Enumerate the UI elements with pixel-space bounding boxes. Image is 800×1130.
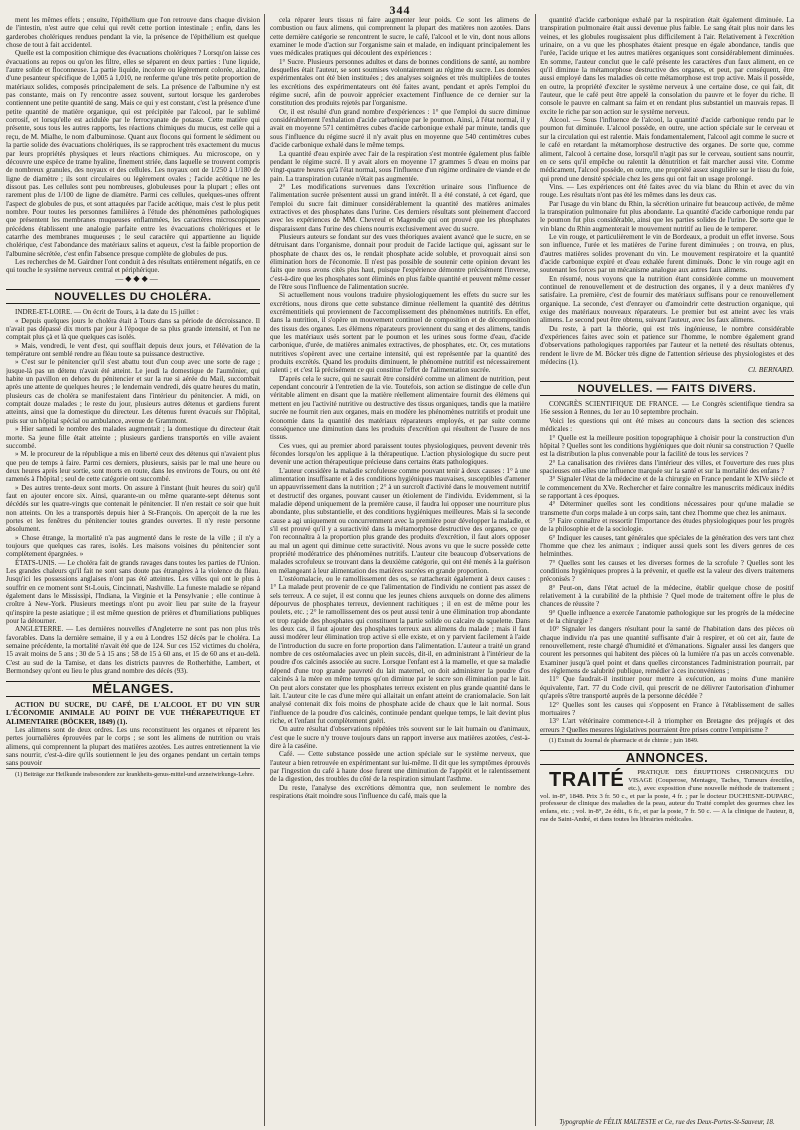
paragraph: 3° Signaler l'état de la médecine et de la chirurgie en France pendant le XIVe siècle et le commencement du XVe. Rechercher et faire connaître les manuscrits médicaux inédits se rapportant à ces époques. bbox=[540, 475, 794, 500]
paragraph: » M. le procureur de la république a mis en liberté ceux des détenus qui n'avaient plus que peu de temps à faire. Parmi ces derniers, plusieurs, saisis par le mal une heure ou deux heures après leur sortie, sont morts en route, dans les environs de Tours, ou ont été ramenés à l'hôpital ; seul de cette catégorie ont succombé. bbox=[6, 450, 260, 484]
column-rule bbox=[535, 14, 536, 1126]
paragraph: Le vin rouge, et particulièrement le vin de Bordeaux, a produit un effet inverse. Sous son influence, l'urée et les matières de l'urine furent diminuées ; on trouva, en plus, d'autres matières solides provenant du vin. Le mouvement respiratoire et la quantité d'acide carbonique expiré et d'eau exhalée furent diminués. Donc le vin rouge agit en soutenant les forces par un mécanisme analogue aux autres faux alimens. bbox=[540, 232, 794, 275]
paragraph: » Mais, vendredi, le vent d'est, qui soufflait depuis deux jours, et l'élévation de la température ont semblé rendre au fléau toute sa puissance destructive. bbox=[6, 341, 260, 359]
paragraph: Alcool. — Sous l'influence de l'alcool, la quantité d'acide carbonique rendu par le poumon fut diminuée. L'alcool possède, en outre, une action spéciale sur le cerveau et sur la circulation qui est ralentie. Mais fondamentalement, l'alcool agit comme le sucre et le café en retardant la métamorphose destructive des organes. De sorte que, comme aliment, l'alcool à certaine dose, lorsqu'il n'agit pas sur le cerveau, soutient sans nourrir, en ce sens qu'il empêche ou ralentit la dénutrition et fait marcher aussi vite. Comme médicament, l'alcool possède, en outre, une propriété assez singulière sur le tissu du foie, qui prend une densité spéciale chez les gens qui ont fait un usage prolongé. bbox=[540, 116, 794, 183]
section-heading: NOUVELLES. — FAITS DIVERS. bbox=[540, 381, 794, 396]
paragraph: 2° Les modifications survenues dans l'excrétion urinaire sous l'influence de l'alimentation sucrée présentent aussi un grand intérêt. Il a été constaté, à cet égard, que l'emploi du sucre fait diminuer considérablement la quantité des matières animales extractives et des phosphates dans l'urine. Ces derniers résultats sont pleinement d'accord avec les expériences de MM. Chevreul et Magendie qui ont prouvé que les phosphates disparaissent dans l'urine des chiens nourris exclusivement avec du sucre. bbox=[270, 182, 530, 233]
footnote: (1) Extrait du Journal de pharmacie et de chimie ; juin 1849. bbox=[540, 734, 794, 744]
paragraph: D'après cela le sucre, qui ne saurait être considéré comme un aliment de nutrition, peut cependant concourir à l'entretien de la vie. Toutefois, son action se distingue de celle d'un véritable aliment en disant que la matière réellement alimentaire fournit des élémens qui mettent en jeu l'activité nutritive ou destructive des tissus organiques, tandis que la matière sucrée ne fournit rien aux organes, mais en modère les phénomènes nutritifs et produit une économie dans la quantité des matériaux réparateurs employés, et par suite comme conséquence une diminution dans les produits d'excrétion qui résultent de l'usure de nos tissus. bbox=[270, 374, 530, 442]
paragraph: » Des autres trente-deux sont morts. On assure à l'instant (huit heures du soir) qu'il faut en ajouter encore six. Ainsi, quarante-un ou même quarante-sept détenus sont décédés sur les quatre-vingts que contenait le pénitencier. Il n'en restait ce soir que huit non atteints. On les a transportés depuis hier à St-François. On aperçoit de la rue les portes et les fenêtres du pénitencier toutes grandes ouvertes. Il n'y reste personne absolument. bbox=[6, 483, 260, 534]
paragraph: Du reste, l'analyse des excrétions démontra que, non seulement le nombre des respirations était moindre sous l'influence du café, mais que la bbox=[270, 783, 530, 800]
paragraph: Voici les questions qui ont été mises au concours dans la section des sciences médicales : bbox=[540, 416, 794, 434]
paragraph: 10° Signaler les dangers résultant pour la santé de l'habitation dans des pièces où chaque individu n'a pas une quantité suffisante d'air à respirer, et où cet air, faute de renouvellement, reste chargé d'humidité et d'émanations. Signaler aussi les dangers que courent les personnes qui habitent des pièces où la lumière n'a pas un accès convenable. Examiner jusqu'à quel point et dans quelles circonstances l'administration pourrait, par des règlemens de salubrité publique, remédier à ces inconvéniens ; bbox=[540, 625, 794, 676]
printer-imprint: Typographie de FÉLIX MALTESTE et Ce, rue des Deux-Portes-St-Sauveur, 18. bbox=[559, 1119, 775, 1126]
paragraph: 12° Quelles sont les causes qui s'opposent en France à l'établissement de salles mortuaires ? bbox=[540, 700, 794, 717]
paragraph: On autre résultat d'observations répétées très souvent sur le lait humain ou d'animaux, c'est que le sucre n'y trouve toujours dans un rapport inverse aux matières azotées, c'est-à-dire à la caséine. bbox=[270, 725, 530, 750]
paragraph: ment les mêmes effets ; ensuite, l'épithélium que l'on retrouve dans chaque division de l'intestin, n'est autre que celui qui revêt cette portion intestinale ; enfin, dans les garderobes cholériques rendues pendant la vie, la présence de l'épithélium est quelque chose de tout à fait accidentel. bbox=[6, 16, 260, 50]
advertisement-text: PRATIQUE DES ÉRUPTIONS CHRONIQUES DU VISAGE (Couperose, Mentagre, Taches, Tumeurs érectiles, etc.), avec exposition d'une nouvelle méthode de traitement ; vol. in-8°, 1848. Prix 3 fr. 50 c., et par la poste, 4 fr. ; par le docteur DUCHESNE-DUPARC, professeur de clinique des maladies de la peau, auteur du Traité complet des gourmes chez les enfans, etc. ; vol. in-8°, 2e édit., 6 fr., et par la poste, 7 fr. 50 c. — A la clinique de l'auteur, 8, rue de Saint-André, et dans toutes les librairies médicales. bbox=[540, 769, 794, 823]
paragraph: Ces vues, qui au premier abord paraissent toutes physiologiques, peuvent devenir très fécondes lorsqu'on les applique à la thérapeutique. L'action physiologique du sucre peut devenir une action thérapeutique précieuse dans certains états pathologiques. bbox=[270, 441, 530, 467]
paragraph: 1° Quelle est la meilleure position topographique à choisir pour la construction d'un hôpital ? Quelles sont les conditions hygiéniques que doit réunir sa construction ? Quelle est la distribution la plus convenable pour la facilité de tous les services ? bbox=[540, 433, 794, 459]
column-left bbox=[6, 16, 260, 1124]
paragraph: 8° Peut-on, dans l'état actuel de la médecine, établir quelque chose de positif relativement à la curabilité de la phthisie ? Quel mode de traitement offre le plus de chances de réussite ? bbox=[540, 583, 794, 609]
paragraph: Si actuellement nous voulons traduire physiologiquement les effets du sucre sur les excrétions, nous dirons que cette substance diminue réellement la quantité des détritus excrémentitiels qui proviennent de l'accomplissement des phénomènes nutritifs. En effet, dans la nutrition, il s'opère un mouvement continuel de composition et de décomposition des tissus des organes. Les élémens réparateurs proviennent du sang et des alimens, tandis que les matériaux usés sortent par le poumon et les urines sous forme d'eau, d'acide carbonique, d'urée, de matières animales extractives, de phosphates, etc. Or, ces mutations nutritives s'opèrent avec une certaine intensité, qui est représentée par la quantité des produits excrétés. Quand les produits diminuent, le phénomène nutritif est nécessairement ralenti ; et c'est là précisément ce qui constitue l'effet de l'alimentation sucrée. bbox=[270, 291, 530, 375]
paragraph: 4° Déterminer quelles sont les conditions nécessaires pour qu'une maladie se transmette d'un corps malade à un corps sain, tant chez l'homme que chez les animaux. bbox=[540, 500, 794, 517]
footnote: (1) Beiträge zur Heilkunde insbesondere zur krankheits-genus-mittel-und arzneiwirkungs-Lehre. bbox=[6, 768, 260, 778]
advertisement bbox=[540, 769, 794, 823]
paragraph: INDRE-ET-LOIRE. — On écrit de Tours, à la date du 15 juillet : bbox=[15, 308, 199, 317]
page-number: 344 bbox=[389, 3, 411, 17]
paragraph: Par l'usage du vin blanc du Rhin, la sécrétion urinaire fut beaucoup activée, de même la transpiration pulmonaire fut plus abondante. La quantité d'acide carbonique rendu par le poumon fut plus considérable, ainsi que les parties solides de l'urine. De sorte que le vin blanc du Rhin augmenterait le mouvement nutritif au lieu de le temperer. bbox=[540, 199, 794, 233]
paragraph: L'ostéomalacie, ou le ramollissement des os, se rattacherait également à deux causes : 1° La malade peut provenir de ce que l'alimentation de l'individu ne contient pas assez de sels terreux. A ce sujet, il est connu que les jeunes chiens auxquels on donne des alimens dépourvus de phosphates terreux, deviennent rachitiques ; il en est de même pour les poulets, etc. ; 2° le ramollissement des os peut aussi tenir à une élimination trop abondante et trop rapide des phosphates qui constituent la partie solide ou calcaire du squelette. Dans les deux cas, il faut ajouter des phosphates terreux aux alimens du malade ; mais il faut aussi modérer leur élimination trop active si elle existe, et on y parvient facilement à l'aide de l'introduction du sucre en forte proportion dans l'alimentation. L'auteur a traité un grand nombre de ces ostéomalacies avec un plein succès, dit-il, en administrant à l'intérieur de la poudre d'os calcinés associée au sucre. Lorsque l'enfant est à la mamelle, et que sa maladie dépend d'une trop grande pauvreté du lait maternel, on doit administrer la poudre d'os calcinés à la mère en même temps qu'on diminue par le sucre son élimination par le lait. On peut alors constater que les phosphates terreux existent en plus grande quantité dans le lait. L'auteur cite le cas d'une mère qui allaitait un enfant atteint de craniomalacie. Son lait analysé contenait dix fois moins de phosphate acide de chaux que le lait normal. Sous l'influence de la poudre d'os calcinés, continuée pendant quelque temps, le lait devint plus riche, et l'enfant fut complètement guéri. bbox=[270, 575, 530, 725]
section-heading: NOUVELLES DU CHOLÉRA. bbox=[6, 289, 260, 304]
paragraph: 2° La canalisation des rivières dans l'intérieur des villes, et l'ouverture des rues plus spacieuses ont-elles une influence marquée sur la santé et sur la mortalité des enfans ? bbox=[540, 458, 794, 475]
paragraph: 7° Quelles sont les causes et les diverses formes de la scrofule ? Quelles sont les conditions hygiéniques propres à la prévenir, et quelle est la valeur des divers traitemens préconisés ? bbox=[540, 558, 794, 584]
paragraph: 1° Sucre. Plusieurs personnes adultes et dans de bonnes conditions de santé, au nombre desquelles était l'auteur, se sont soumises volontairement au régime du sucre. Les données expérimentales ont été bien instituées ; des analyses soignées et très multipliées de toutes les excrétions des expérimentateurs ont été faites avant, pendant et après l'emploi du régime sucré, afin de pouvoir apprécier exactement l'influence de ce dernier sur la constitution des produits rejetés par l'organisme. bbox=[270, 57, 530, 108]
column-rule bbox=[264, 14, 265, 1126]
paragraph: CONGRÈS SCIENTIFIQUE DE FRANCE. — Le Congrès scientifique tiendra sa 16e session à Rennes, du 1er au 10 septembre prochain. bbox=[540, 400, 794, 417]
advertisement-title: TRAITÉ bbox=[549, 769, 625, 792]
section-heading: ANNONCES. bbox=[540, 750, 794, 765]
paragraph: Vins. — Les expériences ont été faites avec du via blanc du Rhin et avec du vin rouge. Les résultats n'ont pas été les mêmes dans les deux cas. bbox=[540, 182, 794, 200]
paragraph: « Depuis quelques jours le choléra était à Tours dans sa période de décroissance. Il n'avait pas dépassé dix morts par jour à l'époque de sa plus grande intensité, et l'on ne comptait plus çà et là que quelques cas isolés. bbox=[6, 316, 260, 342]
paragraph: 9° Quelle influence a exercée l'anatomie pathologique sur les progrès de la médecine et de la chirurgie ? bbox=[540, 608, 794, 626]
paragraph: L'auteur considère la maladie scrofuleuse comme pouvant tenir à deux causes : 1° à une alimentation insuffisante et à des conditions hygiéniques mauvaises, susceptibles d'amener un appauvrissement dans la nutrition ; 2° à un surcroît d'activité dans le mouvement nutritif et destructif des organes, pouvant causer un étiolement de l'individu. Evidemment, si la maladie dépend uniquement de la première cause, il faudra lui opposer une nourriture plus abondante, plus substantielle, et des conditions hygiéniques meilleures. Mais si la seconde cause a agi uniquement ou concurremment avec la première pour développer la maladie, et s'il est prouvé qu'il y a suractivité dans la métamorphose destructive des organes, ce que l'on reconnaîtra à la proportion plus grande des produits d'excrétion, il faut alors opposer au mal un agent qui diminue cette suractivité. Nous avons vu que le sucre possède cette propriété modératrice des phénomènes nutritifs. L'auteur cite beaucoup d'observations de malades scrofuleux se trouvant dans la deuxième catégorie, qui ont été menés à la guérison en mélangeant à leur alimentation des matières sucrées en grande proportion. bbox=[270, 466, 530, 575]
paragraph: cela réparer leurs tissus ni faire augmenter leur poids. Ce sont les alimens de combustion ou faux alimens, qui comprennent la plupart des matières non azotées. Dans cette dernière catégorie se rencontrent le sucre, le café, l'alcool et le vin, dont nous allons examiner le mode d'action sur l'organisme sain et malade, en indiquant principalement les vues médicales pratiques qui découlent des expériences : bbox=[270, 16, 530, 58]
paragraph: En résumé, nous voyons que la nutrition étant considérée comme un mouvement continuel de renouvellement et de destruction des organes, il y a deux manières d'y satisfaire. La première, c'est de fournir des matériaux suffisans pour ce renouvellement organique. La seconde, c'est d'enrayer ou d'amoindrir cette destruction organique, qui exige des matériaux nouveaux réparateurs. Le premier but est atteint avec les vrais alimens. Le second peut être obtenu, suivant l'auteur, avec les faux alimens. bbox=[540, 274, 794, 325]
paragraph: Les recherches de M. Gairdner l'ont conduit à des résultats entièrement négatifs, en ce qui touche le système nerveux central et périphérique. bbox=[6, 257, 260, 275]
paragraph: Café. — Cette substance possède une action spéciale sur le système nerveux, que l'auteur a bien retrouvée en expérimentant sur lui-même. Il dit que les symptômes éprouvés par l'ingestion du café à haute dose furent une diminution de l'appétit et le ralentissement de la digestion, des troubles du côté de la respiration simulant l'asthme. bbox=[270, 750, 530, 784]
paragraph: 11° Que faudrait-il instituer pour mettre à exécution, au moins d'une manière équivalente, l'art. 77 du Code civil, qui prescrit de ne délivrer l'autorisation d'inhumer qu'après s'être transporté auprès de la personne décédée ? bbox=[540, 675, 794, 701]
paragraph: ÉTATS-UNIS. — Le choléra fait de grands ravages dans toutes les parties de l'Union. Les grandes chaleurs qu'il fait ne sont sans doute pas étrangères à la violence du fléau. Jusqu'ici les possessions anglaises n'ont pas été atteintes. Les villes qui ont le plus à souffrir en ce moment sont St-Louis, Cincinnati, Nashville. La funeste maladie se répand également dans le Mississipi, l'Indiana, la Virginie et la Pensylvanie ; elle continue à croître à New-York. Plusieurs meetings n'ont pu avoir lieu par suite de la frayeur qu'inspire la peste asiatique ; il est même question de prières et d'humiliations publiques pour la détourner. bbox=[6, 558, 260, 626]
paragraph: Quelle est la composition chimique des évacuations cholériques ? Lorsqu'on laisse ces évacuations au repos ou qu'on les filtre, elles se séparent en deux parties : l'une liquide, l'autre solide et floconneuse. La partie liquide, incolore ou légèrement colorée, alcaline, d'une pesanteur spécifique de 1,005 à 1,010, ne renferme qu'une très petite proportion de matériaux solides, composés principalement de sels. La présence de l'albumine n'y est pas constante, mais on l'y rencontre assez souvent, surtout lorsque les garderobes contiennent une petite quantité de sang. Mais ce qui y est constant, c'est la présence d'une petite quantité de matière organique, qui est précipitée par l'alcool, par le sublimé corrosif, et lorsqu'elle est acidulée par le ferrocyanate de potasse. Cette matière qui présente, sous tous les autres rapports, les réactions chimiques du mucus, est celle qui a reçu, de M. Mialhe, le nom d'albuminose. Quant aux flocons qui forment le sédiment ou la partie solide des évacuations cholériques, ils se rapprochent très exactement du mucus par leurs propriétés physiques et leurs réactions chimiques. Au microscope, on y découvre une espèce de trame hyaline, finement striée, dans laquelle se trouvent compris de nombreux granules, des noyaux et des cellules. Les noyaux ont de 1/250 à 1/180 de ligne de diamètre ; ils sont circulaires ou légèrement ovales ; l'acide acétique ne les dissout pas. Les cellules sont peu nombreuses, globuleuses pour la plupart ; elles ont rarement plus de 1/100 de ligne de diamètre. Parmi ces cellules, quelques-unes offrent l'aspect de globules de pus, et sont attaquées par l'acide acétique, mais c'est le plus petit nombre. Pour toutes les personnes familières à l'étude des phénomènes pathologiques que présentent les membranes muqueuses enflammées, les caractères microscopiques précédens établissent une analogie parfaite entre les évacuations cholériques et le catarrhe des membranes muqueuses ; le seul caractère qui appartienne au liquide cholérique, c'est l'abondance des matériaux salins et aqueux, c'est la faible proportion de l'albumine sécrétée, c'est enfin l'absence presque complète de globules de pus. bbox=[6, 49, 260, 258]
paragraph: Du reste, à part la théorie, qui est très ingénieuse, le nombre considérable d'expériences faites avec soin et patience sur l'homme, le nombre également grand d'observations pathologiques rapportées par l'auteur et la netteté des résultats obtenus, rendent le livre de M. Böcker très digne de l'attention sérieuse des physiologistes et des médecins (1). bbox=[540, 324, 794, 367]
ornament-divider: —◆◆◆— bbox=[115, 273, 160, 283]
column-right bbox=[540, 16, 794, 1124]
paragraph: » Chose étrange, la mortalité n'a pas augmenté dans le reste de la ville ; il n'y a toujours que quelques cas rares, isolés. Les maisons voisines du pénitencier sont complètement épargnées. » bbox=[6, 533, 260, 559]
paragraph: » Hier samedi le nombre des malades augmentait ; la domestique du directeur était morte. Sa jeune fille était atteinte ; plusieurs gardiens transportés en ville avaient succombé. bbox=[6, 425, 260, 450]
signature: Cl. BERNARD. bbox=[747, 365, 794, 375]
paragraph: ANGLETERRE. — Les dernières nouvelles d'Angleterre ne sont pas non plus très favorables. Dans la dernière semaine, il y a eu à Londres 152 décès par le choléra. La semaine précédente, la mortalité n'avait été que de 124. Sur ces 152 victimes du choléra, 15 avait moins de 5 ans ; 30 de 5 à 15 ans ; 58 de 15 à 60 ans, et 15 de 60 ans et au-delà. C'est au sud de la Tamise, et dans les districts pauvres de Rotherhithe, Lambert, et Bermondsey qu'ont eu lieu le plus grand nombre des décès (93). bbox=[6, 625, 260, 676]
paragraph: 6° Indiquer les causes, tant générales que spéciales de la génération des vers tant chez l'homme que chez les animaux ; indiquer aussi quels sont les divers genres de ces helminthes. bbox=[540, 533, 794, 559]
section-heading: MÉLANGES. bbox=[6, 681, 260, 696]
paragraph: quantité d'acide carbonique exhalé par la respiration était également diminuée. La transpiration pulmonaire était aussi devenue plus faible. Le sang était plus noir dans les veines, et les globules rougissaient plus difficilement à l'air. Relativement à l'excrétion urinaire, on a vu que les phosphates étaient presque en égale abondance, tandis que l'urée, l'acide urique et les autres matières organiques sont considérablement diminuées. En somme, l'auteur conclut que le café présente les caractères d'un faux aliment, en ce qu'il diminue la métamorphose destructive des organes, et peut, par conséquent, être aussi employé dans les maladies où cette métamorphose est trop active. Mais il possède, en outre, la propriété d'exciter le système nerveux à une certaine dose, ce qui fait, dit l'auteur, que le café peut être appelé la consolation du pauvre et le foyer du riche. Il console le pauvre en calmant sa faim et en rendant plus substantiel un mauvais repas. Il excite le riche par son action sur le système nerveux. bbox=[540, 16, 794, 116]
article-heading: ACTION DU SUCRE, DU CAFÉ, DE L'ALCOOL ET DU VIN SUR L'ÉCONOMIE ANIMALE AU POINT DE VUE THÉRAPEUTIQUE ET ALIMENTAIRE (BÖCKER, 1849) (1). bbox=[6, 699, 260, 726]
paragraph: 5° Faire connaître et ressortir l'importance des études physiologiques pour les progrès de la philosophie et de la sociologie. bbox=[540, 516, 794, 534]
paragraph: Or, il est résulté d'un grand nombre d'expériences : 1° que l'emploi du sucre diminue considérablement l'exhalation d'acide carbonique par le poumon. Ainsi, à l'état normal, il y avait en moyenne 571 centimètres cubes d'acide carbonique exhalé par minute, tandis que sous l'influence du régime sucré il n'y avait plus en moyenne que 540 centimètres cubes d'acide carbonique exhalé dans le même temps. bbox=[270, 107, 530, 150]
paragraph: 13° L'art vétérinaire commence-t-il à triompher en Bretagne des préjugés et des erreurs ? Quelles mesures législatives pourraient être prises contre l'empirisme ? bbox=[540, 717, 794, 734]
column-middle bbox=[270, 16, 530, 1124]
paragraph: Les alimens sont de deux ordres. Les uns reconstituent les organes et réparent les pertes journalières éprouvées par le corps ; se sont les alimens de nutrition ou vrais alimens, qui comprennent la plupart des matières azotées. Les autres entretiennent la vie sans nourrir, c'est-à-dire qu'ils soutiennent le jeu des organes pendant un certain temps sans pouvoir bbox=[6, 725, 260, 768]
paragraph: Plusieurs auteurs se fondant sur des vues théoriques avaient avancé que le sucre, en se détruisant dans l'organisme, donnait pour produit de l'acide lactique qui, agissant sur le phosphate de chaux des os, le rendait phosphate acide soluble, et provoquait ainsi son élimination hors de l'économie. Il n'est pas possible de soutenir cette opinion devant les faits que nous avons cités plus haut, puisque l'expérience démontre précisément l'inverse, c'est-à-dire que les phosphates sont éliminés en plus faible quantité et peuvent même cesser de l'être sous l'influence de l'alimentation sucrée. bbox=[270, 232, 530, 291]
paragraph: » C'est sur le pénitencier qu'il s'est abattu tout d'un coup avec une sorte de rage ; jusque-là pas un détenu n'avait été atteint. Le jeudi la domestique de l'aumônier, qui habite un pavillon en dehors du pénitencier et sur la rue si aérée du Mail, succombait après une attente de quelques heures ; le lendemain vendredi, dès quatre heures du matin, plusieurs cas de choléra se manifestaient dans l'intérieur du pénitencier. A midi, on comptait douze malades ; le reste du jour, plusieurs autres détenus et gardiens furent atteints, ainsi que la domestique du directeur. Les détenus furent évacués sur l'hôpital, puis sur un hôpital spécial ou ambulance, avenue de Grammont. bbox=[6, 358, 260, 425]
paragraph: La quantité d'eau expirée avec l'air de la respiration s'est montrée également plus faible pendant le régime sucré. Il y avait alors en moyenne 17 grammes 5 d'eau en moins par vingt-quatre heures qu'à l'état normal, sous l'influence d'un régime ordinaire de viande et de pain. La transpiration cutanée n'était pas augmentée. bbox=[270, 149, 530, 183]
